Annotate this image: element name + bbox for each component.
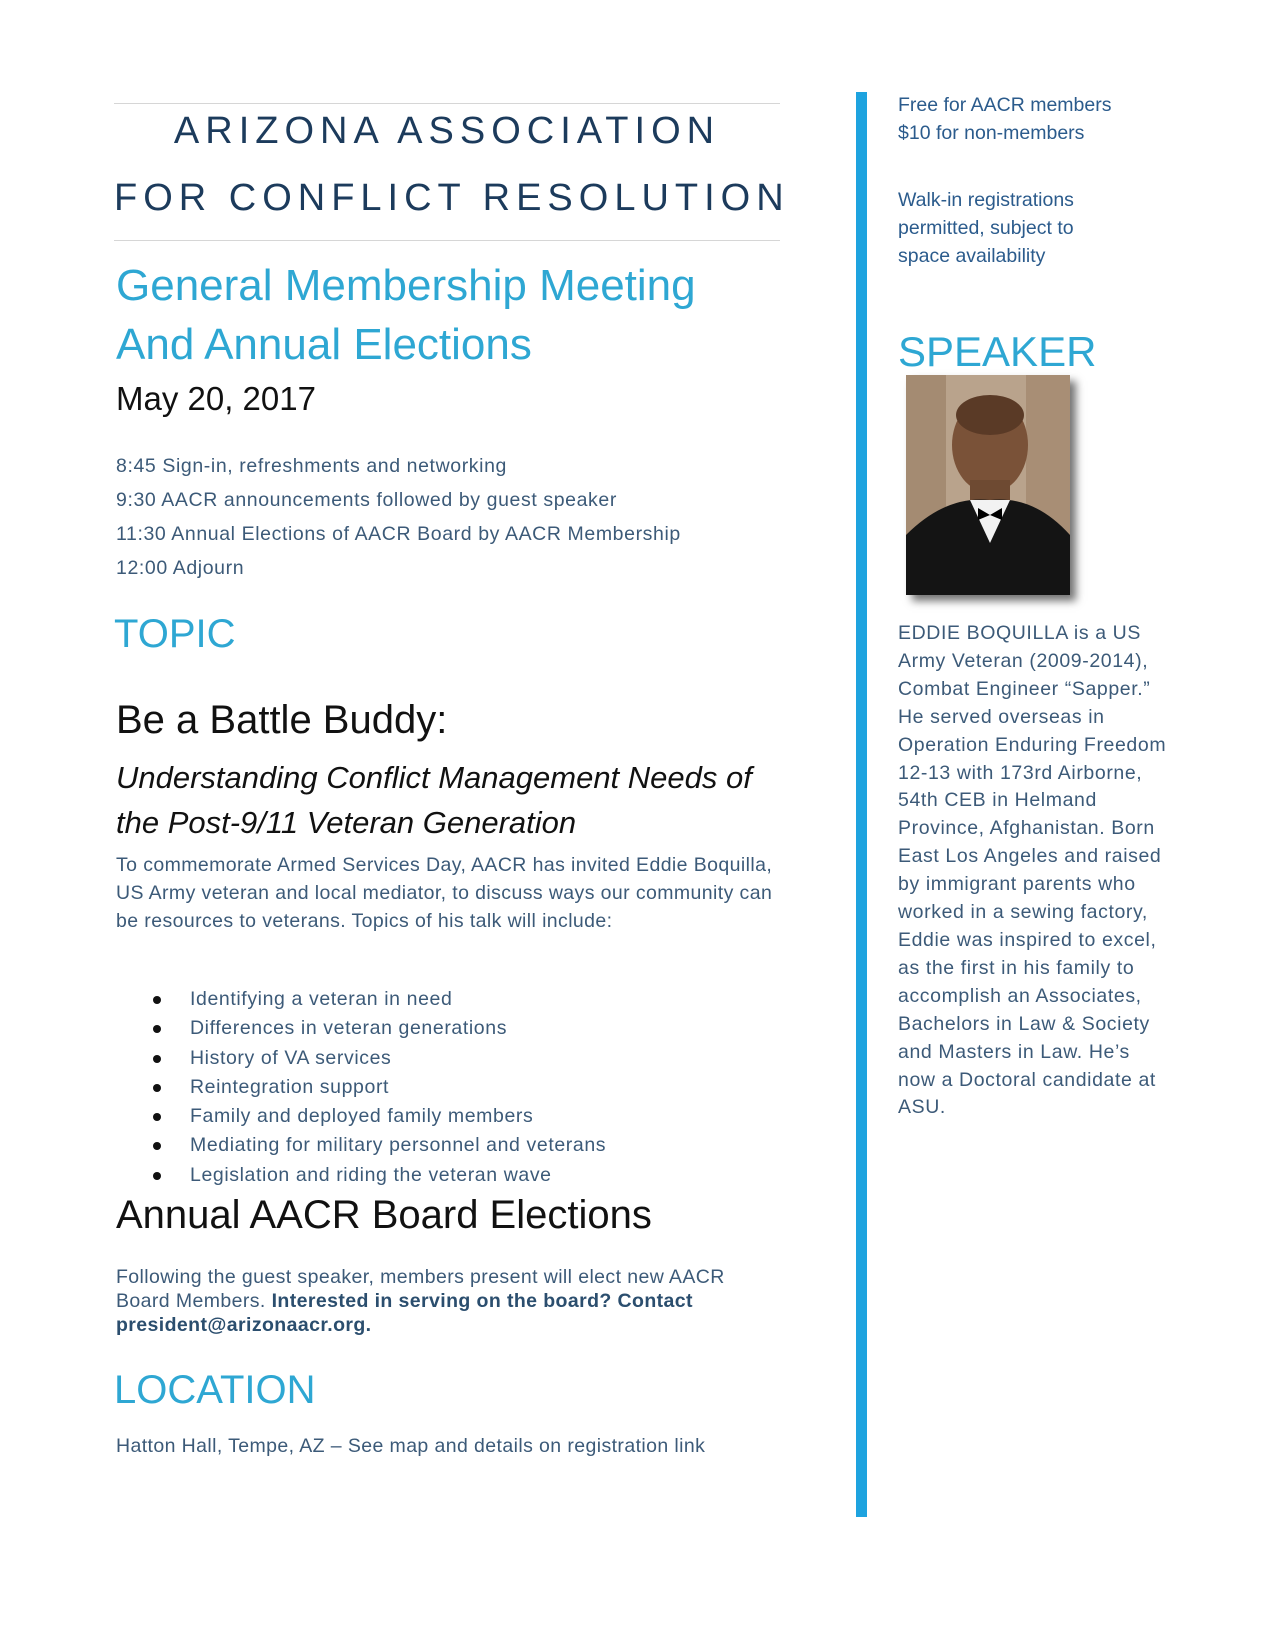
bullet-icon (153, 996, 161, 1004)
speaker-bio: EDDIE BOQUILLA is a US Army Veteran (2009-2014), Combat Engineer “Sapper.” He served overseas in Operation Enduring Freedom 12-13 with 173rd Airborne, 54th CEB in Helmand Province, Afghanistan. Born East Los Angeles and raised by immigrant parents who worked in a sewing factory, Eddie was inspired to excel, as the first in his family to accomplish an Associates, Bachelors in Law & Society and Masters in Law. He’s now a Doctoral candidate at ASU. (898, 622, 1167, 1119)
bullet-icon (153, 1084, 161, 1092)
location-heading: LOCATION (114, 1368, 316, 1412)
list-item-text: Reintegration support (190, 1075, 390, 1098)
list-item-text: Mediating for military personnel and veterans (190, 1134, 607, 1157)
topic-description: To commemorate Armed Services Day, AACR has invited Eddie Boquilla, US Army veteran and local mediator, to discuss ways our community can be resources to veterans. Topics of his talk will include: (116, 854, 773, 932)
list-item-text: Legislation and riding the veteran wave (190, 1163, 552, 1186)
list-item (150, 985, 606, 1014)
bullet-icon (153, 1113, 161, 1121)
list-item (150, 1044, 606, 1073)
schedule-item: 12:00 Adjourn (116, 557, 245, 579)
bullet-icon (153, 1142, 161, 1150)
event-date: May 20, 2017 (116, 380, 316, 417)
list-item-text: Family and deployed family members (190, 1105, 534, 1128)
elections-heading: Annual AACR Board Elections (116, 1193, 652, 1237)
elections-body: Following the guest speaker, members present will elect new AACR Board Members. (116, 1266, 725, 1312)
list-item (150, 1102, 606, 1131)
list-item (150, 1073, 606, 1102)
location-text: Hatton Hall, Tempe, AZ – See map and details on registration link (116, 1435, 706, 1457)
schedule-item: 9:30 AACR announcements followed by guest speaker (116, 489, 617, 511)
speaker-heading: SPEAKER (898, 328, 1097, 375)
bullet-icon (153, 1055, 161, 1063)
bullet-icon (153, 1025, 161, 1033)
topic-heading: TOPIC (114, 612, 236, 656)
event-title-line2: And Annual Elections (116, 320, 532, 369)
list-item-text: History of VA services (190, 1046, 392, 1069)
speaker-portrait-image (906, 375, 1070, 595)
bullet-icon (153, 1172, 161, 1180)
fee-members: Free for AACR members (898, 94, 1112, 116)
list-item-text: Differences in veteran generations (190, 1017, 508, 1040)
speaker-photo (906, 375, 1070, 595)
elections-text (116, 1265, 776, 1337)
sidebar-accent-bar (856, 92, 867, 1517)
list-item-text: Identifying a veteran in need (190, 988, 453, 1010)
elections-contact-link[interactable]: Interested in serving on the board? Contact president@arizonaacr.org. (116, 1290, 693, 1336)
org-name-line2: FOR CONFLICT RESOLUTION (114, 177, 790, 219)
topic-subtitle: Understanding Conflict Management Needs of the Post-9/11 Veteran Generation (116, 760, 752, 840)
event-title-line1: General Membership Meeting (116, 261, 696, 310)
header-top-rule (114, 103, 780, 104)
schedule-list (116, 449, 681, 585)
list-item (150, 1131, 606, 1160)
header-bottom-rule (114, 240, 780, 241)
list-item (150, 1014, 606, 1043)
org-name-line1: ARIZONA ASSOCIATION (173, 110, 721, 152)
schedule-item: 8:45 Sign-in, refreshments and networking (116, 455, 507, 477)
schedule-item: 11:30 Annual Elections of AACR Board by AACR Membership (116, 523, 681, 545)
list-item (150, 1161, 606, 1190)
walkin-note: Walk-in registrations permitted, subject to space availability (898, 189, 1074, 267)
topic-title: Be a Battle Buddy: (116, 698, 448, 742)
topic-bullet-list (150, 985, 606, 1190)
fee-nonmembers: $10 for non-members (898, 122, 1085, 144)
